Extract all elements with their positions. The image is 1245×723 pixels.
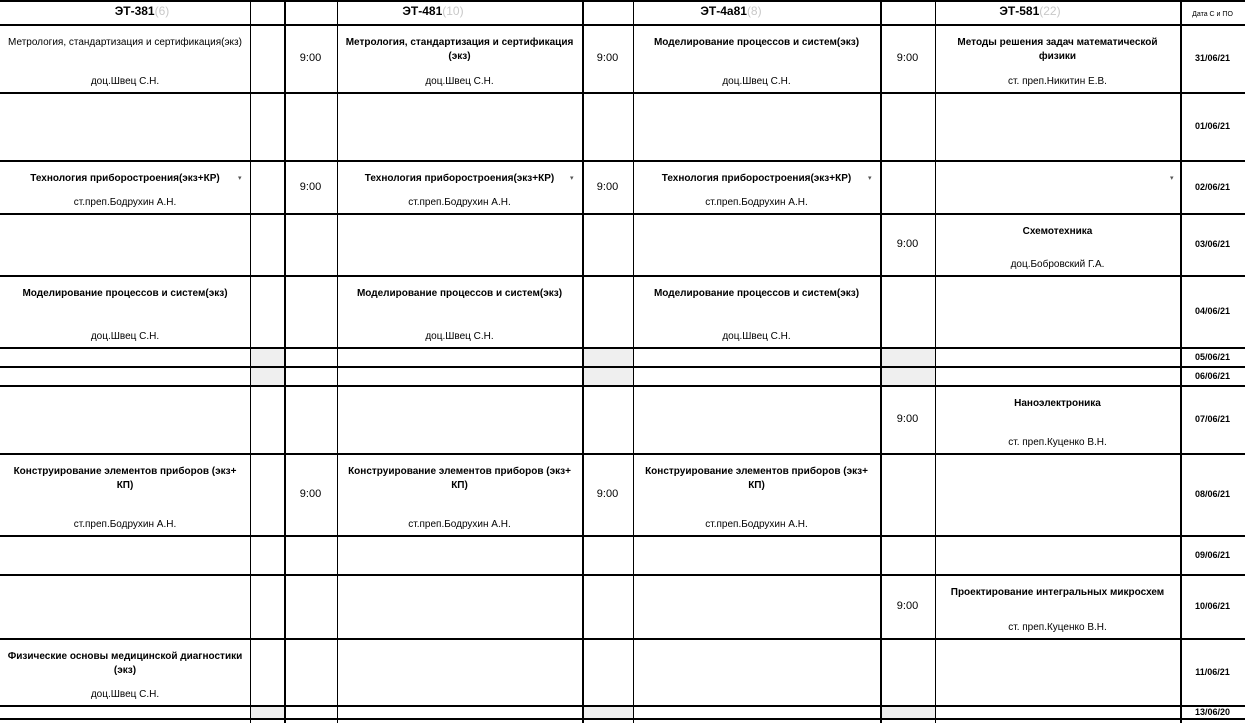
grid-row-line bbox=[0, 385, 1245, 387]
grid-col-line bbox=[633, 0, 634, 723]
group-student-count: (6) bbox=[154, 4, 170, 18]
group-student-count: (22) bbox=[1039, 4, 1061, 18]
row-date: 07/06/21 bbox=[1194, 414, 1231, 424]
group-header-1 bbox=[0, 0, 284, 24]
weekend-shade bbox=[250, 348, 284, 366]
row-date: 01/06/21 bbox=[1194, 121, 1231, 131]
exam-entry bbox=[935, 24, 1180, 92]
exam-subject: Конструирование элементов приборов (экз+ КП) bbox=[645, 466, 868, 491]
exam-subject: Технология приборостроения(экз+КР) bbox=[364, 173, 555, 184]
exam-lecturer: доц.Бобровский Г.А. bbox=[1010, 259, 1105, 270]
exam-entry bbox=[935, 160, 1180, 213]
group-name: ЭТ-581 bbox=[999, 4, 1040, 18]
grid-row-line bbox=[0, 705, 1245, 707]
exam-subject: Моделирование процессов и систем(экз) bbox=[653, 288, 860, 299]
date-column-header: Дата С и ПО bbox=[1192, 11, 1233, 18]
exam-entry bbox=[0, 160, 250, 213]
row-date: 13/06/20 bbox=[1194, 707, 1231, 717]
weekend-shade bbox=[880, 706, 935, 718]
exam-lecturer: ст.преп.Бодрухин А.Н. bbox=[408, 519, 511, 530]
exam-lecturer: ст.преп.Бодрухин А.Н. bbox=[705, 197, 808, 208]
row-date: 06/06/21 bbox=[1194, 371, 1231, 381]
grid-col-line bbox=[880, 0, 882, 723]
weekend-shade bbox=[582, 706, 633, 718]
chevron-down-icon[interactable]: ▾ bbox=[868, 175, 872, 182]
exam-subject: Технология приборостроения(экз+КР) bbox=[661, 173, 852, 184]
exam-entry bbox=[0, 275, 250, 347]
grid-col-line bbox=[250, 0, 251, 723]
exam-subject: Физические основы медицинской диагностики (экз) bbox=[7, 651, 243, 676]
exam-lecturer: доц.Швец С.Н. bbox=[722, 76, 791, 87]
grid-row-line bbox=[0, 347, 1245, 349]
exam-time: 9:00 bbox=[896, 238, 919, 250]
exam-entry bbox=[633, 275, 880, 347]
exam-time: 9:00 bbox=[896, 413, 919, 425]
grid-row-line bbox=[0, 160, 1245, 162]
chevron-down-icon[interactable]: ▾ bbox=[238, 175, 242, 182]
group-name: ЭТ-381 bbox=[114, 4, 155, 18]
exam-subject: Моделирование процессов и систем(экз) bbox=[22, 288, 228, 299]
exam-entry bbox=[337, 24, 582, 92]
exam-subject: Конструирование элементов приборов (экз+ КП) bbox=[13, 466, 237, 491]
grid-row-line bbox=[0, 213, 1245, 215]
row-date: 02/06/21 bbox=[1194, 181, 1231, 192]
weekend-shade bbox=[250, 706, 284, 718]
grid-col-line bbox=[935, 0, 936, 723]
grid-row-line bbox=[0, 574, 1245, 576]
exam-subject: Метрология, стандартизация и сертификация (экз) bbox=[345, 37, 574, 62]
exam-entry bbox=[935, 574, 1180, 638]
exam-entry bbox=[633, 453, 880, 535]
exam-time: 9:00 bbox=[596, 52, 619, 64]
group-name: ЭТ-4а81 bbox=[700, 4, 747, 18]
grid-row-line bbox=[0, 0, 1245, 2]
exam-lecturer: доц.Швец С.Н. bbox=[425, 331, 494, 342]
exam-subject: Технология приборостроения(экз+КР) bbox=[30, 173, 220, 184]
exam-entry bbox=[935, 213, 1180, 275]
grid-col-line bbox=[337, 0, 338, 723]
grid-row-line bbox=[0, 92, 1245, 94]
grid-row-line bbox=[0, 275, 1245, 277]
exam-subject: Моделирование процессов и систем(экз) bbox=[653, 37, 860, 48]
exam-time: 9:00 bbox=[299, 180, 322, 193]
exam-entry bbox=[337, 275, 582, 347]
exam-time: 9:00 bbox=[299, 52, 322, 64]
exam-entry bbox=[0, 24, 250, 92]
group-header-2 bbox=[284, 0, 582, 24]
exam-entry bbox=[0, 453, 250, 535]
weekend-shade bbox=[250, 367, 284, 385]
exam-subject: Проектирование интегральных микросхем bbox=[950, 587, 1165, 598]
grid-row-line bbox=[0, 638, 1245, 640]
exam-entry bbox=[935, 385, 1180, 453]
group-student-count: (8) bbox=[746, 4, 762, 18]
exam-time: 9:00 bbox=[596, 180, 619, 193]
weekend-shade bbox=[880, 348, 935, 366]
grid-col-line bbox=[284, 0, 286, 723]
exam-entry bbox=[337, 160, 582, 213]
grid-row-line bbox=[0, 535, 1245, 537]
exam-subject: Метрология, стандартизация и сертификация(экз) bbox=[8, 37, 242, 48]
exam-entry bbox=[633, 24, 880, 92]
exam-time: 9:00 bbox=[596, 488, 619, 500]
exam-lecturer: ст.преп.Бодрухин А.Н. bbox=[705, 519, 808, 530]
exam-subject: Конструирование элементов приборов (экз+ КП) bbox=[348, 466, 571, 491]
group-header-3 bbox=[582, 0, 880, 24]
grid-col-line bbox=[1180, 0, 1182, 723]
row-date: 09/06/21 bbox=[1194, 550, 1231, 560]
group-header-4 bbox=[880, 0, 1180, 24]
exam-subject: Методы решения задач математической физики bbox=[957, 37, 1158, 62]
exam-lecturer: ст. преп.Куценко В.Н. bbox=[1008, 622, 1107, 633]
exam-lecturer: доц.Швец С.Н. bbox=[90, 76, 160, 87]
grid-col-line bbox=[582, 0, 584, 723]
grid-row-line bbox=[0, 24, 1245, 26]
exam-lecturer: доц.Швец С.Н. bbox=[90, 331, 160, 342]
exam-lecturer: ст.преп.Бодрухин А.Н. bbox=[73, 197, 177, 208]
exam-lecturer: ст.преп.Бодрухин А.Н. bbox=[73, 519, 177, 530]
grid-row-line bbox=[0, 366, 1245, 368]
row-date: 03/06/21 bbox=[1194, 239, 1231, 249]
chevron-down-icon[interactable]: ▾ bbox=[1170, 175, 1174, 182]
row-date: 08/06/21 bbox=[1194, 489, 1231, 499]
row-date: 05/06/21 bbox=[1194, 352, 1231, 362]
exam-subject: Наноэлектроника bbox=[1014, 398, 1101, 409]
weekend-shade bbox=[582, 348, 633, 366]
row-date: 11/06/21 bbox=[1195, 666, 1230, 677]
exam-lecturer: ст. преп.Никитин Е.В. bbox=[1008, 76, 1107, 87]
exam-time: 9:00 bbox=[299, 488, 322, 500]
exam-time: 9:00 bbox=[896, 600, 919, 612]
exam-lecturer: ст.преп.Бодрухин А.Н. bbox=[408, 197, 511, 208]
grid-row-line bbox=[0, 718, 1245, 720]
row-date: 31/06/21 bbox=[1194, 53, 1231, 63]
exam-entry bbox=[0, 638, 250, 705]
grid-row-line bbox=[0, 453, 1245, 455]
exam-lecturer: доц.Швец С.Н. bbox=[425, 76, 494, 87]
exam-time: 9:00 bbox=[896, 52, 919, 64]
weekend-shade bbox=[880, 367, 935, 385]
weekend-shade bbox=[582, 367, 633, 385]
group-name: ЭТ-481 bbox=[402, 4, 443, 18]
exam-lecturer: доц.Швец С.Н. bbox=[90, 689, 160, 700]
row-date: 10/06/21 bbox=[1194, 601, 1231, 611]
exam-subject: Схемотехника bbox=[1022, 226, 1093, 237]
exam-subject: Моделирование процессов и систем(экз) bbox=[356, 288, 563, 299]
chevron-down-icon[interactable]: ▾ bbox=[570, 175, 574, 182]
exam-lecturer: ст. преп.Куценко В.Н. bbox=[1008, 437, 1107, 448]
group-student-count: (10) bbox=[442, 4, 464, 18]
exam-lecturer: доц.Швец С.Н. bbox=[722, 331, 791, 342]
exam-entry bbox=[337, 453, 582, 535]
exam-entry bbox=[633, 160, 880, 213]
row-date: 04/06/21 bbox=[1194, 306, 1231, 316]
